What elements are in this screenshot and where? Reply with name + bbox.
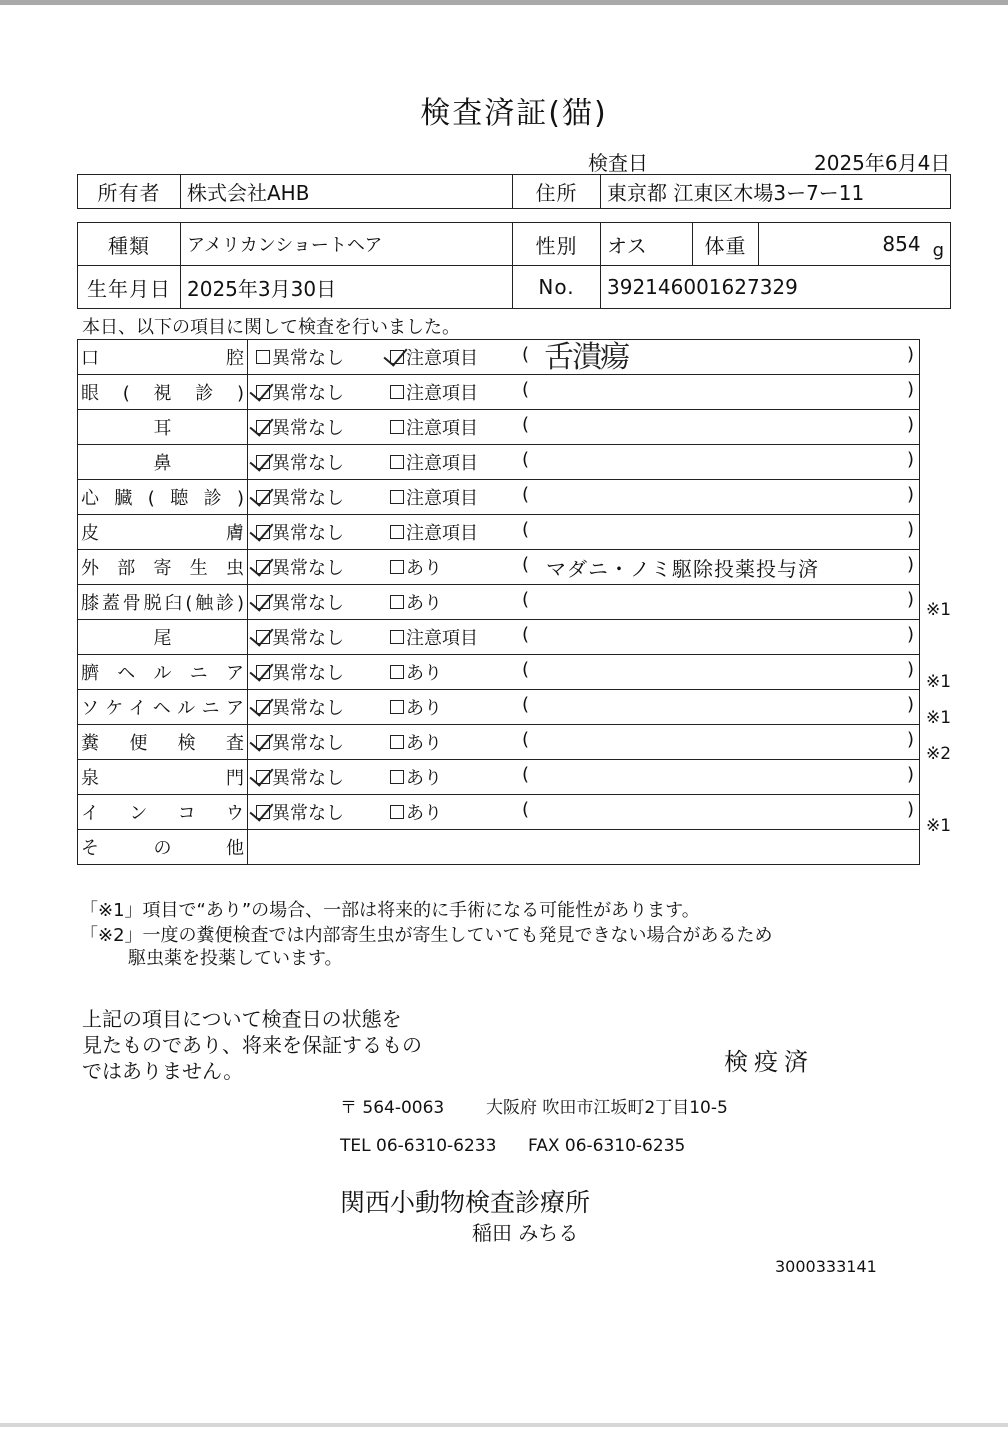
close-paren: ) xyxy=(906,379,914,400)
normal-label: 異常なし xyxy=(272,663,344,684)
checkbox-icon xyxy=(390,770,404,784)
checkbox-icon xyxy=(256,350,270,364)
open-paren: ( xyxy=(522,414,530,435)
attention-option xyxy=(390,659,442,685)
exam-item-label: 臍ヘルニア xyxy=(81,663,244,684)
normal-label: 異常なし xyxy=(272,768,344,789)
checked-box-icon xyxy=(256,735,270,749)
open-paren: ( xyxy=(522,379,530,400)
other-label: その他 xyxy=(81,838,244,859)
exam-row xyxy=(78,760,920,795)
close-paren: ) xyxy=(906,729,914,750)
disclaimer-line2: 見たものであり、将来を保証するもの xyxy=(82,1033,422,1057)
attention-label: 注意項目 xyxy=(406,418,478,439)
disclaimer-line3: ではありません。 xyxy=(82,1059,244,1083)
normal-option xyxy=(256,554,344,580)
close-paren: ) xyxy=(906,694,914,715)
close-paren: ) xyxy=(906,414,914,435)
normal-label: 異常なし xyxy=(272,733,344,754)
checkbox-icon xyxy=(390,525,404,539)
close-paren: ) xyxy=(906,344,914,365)
footnote-mark: ※1 xyxy=(926,816,952,836)
attention-label: 注意項目 xyxy=(406,348,478,369)
normal-option xyxy=(256,344,344,370)
exam-item-label: 口腔 xyxy=(81,348,244,369)
address-value: 東京都 江東区木場3ー7ー11 xyxy=(601,175,951,209)
normal-option xyxy=(256,694,344,720)
open-paren: ( xyxy=(522,764,530,785)
close-paren: ) xyxy=(906,519,914,540)
checkbox-icon xyxy=(390,700,404,714)
checked-box-icon xyxy=(256,490,270,504)
close-paren: ) xyxy=(906,589,914,610)
footnote-2-line1: 「※2」一度の糞便検査では内部寄生虫が寄生していても発見できない場合があるため xyxy=(80,925,773,946)
checkbox-icon xyxy=(390,420,404,434)
exam-item-result-cell xyxy=(248,585,920,620)
checked-box-icon xyxy=(256,770,270,784)
open-paren: ( xyxy=(522,694,530,715)
breed-value: アメリカンショートヘア xyxy=(181,223,513,266)
exam-row xyxy=(78,340,920,375)
scan-bottom-edge xyxy=(0,1423,1008,1427)
exam-item-label-cell xyxy=(78,690,248,725)
checked-box-icon xyxy=(256,420,270,434)
weight-cell xyxy=(759,223,951,266)
number-value: 392146001627329 xyxy=(601,266,951,309)
normal-label: 異常なし xyxy=(272,523,344,544)
close-paren: ) xyxy=(906,484,914,505)
exam-item-label: 鼻 xyxy=(153,453,172,474)
open-paren: ( xyxy=(522,729,530,750)
normal-label: 異常なし xyxy=(272,488,344,509)
attention-option xyxy=(390,519,478,545)
exam-item-label: 泉門 xyxy=(81,768,244,789)
checked-box-icon xyxy=(256,560,270,574)
checked-box-icon xyxy=(390,350,404,364)
exam-item-result-cell xyxy=(248,515,920,550)
exam-item-label-cell xyxy=(78,550,248,585)
exam-item-label: ソケイヘルニア xyxy=(81,698,244,719)
exam-row xyxy=(78,410,920,445)
exam-item-label-cell xyxy=(78,410,248,445)
exam-item-label-cell xyxy=(78,375,248,410)
normal-option xyxy=(256,414,344,440)
inspection-stamp: 検疫済 xyxy=(724,1048,814,1076)
open-paren: ( xyxy=(522,519,530,540)
exam-item-label-cell xyxy=(78,725,248,760)
exam-row xyxy=(78,585,920,620)
normal-option xyxy=(256,624,344,650)
attention-option xyxy=(390,414,478,440)
exam-item-result-cell xyxy=(248,690,920,725)
exam-item-label-cell xyxy=(78,515,248,550)
weight-label: 体重 xyxy=(693,223,759,266)
attention-option xyxy=(390,729,442,755)
checkbox-icon xyxy=(390,490,404,504)
exam-item-label: 皮膚 xyxy=(81,523,244,544)
clinic-tel: TEL 06-6310-6233 xyxy=(340,1136,497,1156)
close-paren: ) xyxy=(906,764,914,785)
checked-box-icon xyxy=(256,665,270,679)
checked-box-icon xyxy=(256,595,270,609)
exam-item-label: 糞便検査 xyxy=(81,733,244,754)
clinic-person: 稲田 みちる xyxy=(472,1221,579,1245)
attention-label: 注意項目 xyxy=(406,383,478,404)
birth-label: 生年月日 xyxy=(78,266,181,309)
open-paren: ( xyxy=(522,344,530,365)
number-label: No. xyxy=(513,266,601,309)
other-label-cell xyxy=(78,830,248,865)
exam-row xyxy=(78,445,920,480)
disclaimer-line1: 上記の項目について検査日の状態を xyxy=(82,1007,402,1031)
exam-row xyxy=(78,375,920,410)
normal-option xyxy=(256,484,344,510)
clinic-address: 大阪府 吹田市江坂町2丁目10-5 xyxy=(486,1098,728,1118)
exam-item-label-cell xyxy=(78,760,248,795)
attention-option xyxy=(390,764,442,790)
checkbox-icon xyxy=(390,560,404,574)
exam-item-result-cell xyxy=(248,340,920,375)
open-paren: ( xyxy=(522,589,530,610)
open-paren: ( xyxy=(522,799,530,820)
exam-row xyxy=(78,725,920,760)
attention-option xyxy=(390,799,442,825)
open-paren: ( xyxy=(522,554,530,575)
attention-option xyxy=(390,484,478,510)
serial-number: 3000333141 xyxy=(775,1257,877,1276)
footnote-mark: ※1 xyxy=(926,600,952,620)
attention-label: あり xyxy=(406,768,442,789)
exam-row xyxy=(78,655,920,690)
normal-option xyxy=(256,729,344,755)
exam-item-label-cell xyxy=(78,585,248,620)
normal-option xyxy=(256,379,344,405)
checkbox-icon xyxy=(390,630,404,644)
checkbox-icon xyxy=(390,805,404,819)
open-paren: ( xyxy=(522,484,530,505)
checked-box-icon xyxy=(256,455,270,469)
attention-label: 注意項目 xyxy=(406,488,478,509)
close-paren: ) xyxy=(906,659,914,680)
breed-label: 種類 xyxy=(78,223,181,266)
exam-row xyxy=(78,550,920,585)
sex-value: オス xyxy=(601,223,693,266)
attention-option xyxy=(390,344,478,370)
exam-item-label-cell xyxy=(78,480,248,515)
checkbox-icon xyxy=(390,595,404,609)
normal-option xyxy=(256,589,344,615)
exam-item-result-cell xyxy=(248,725,920,760)
footnote-mark: ※1 xyxy=(926,672,952,692)
attention-label: 注意項目 xyxy=(406,523,478,544)
checkbox-icon xyxy=(390,665,404,679)
exam-item-result-cell xyxy=(248,445,920,480)
exam-note: マダニ・ノミ駆除投薬投与済 xyxy=(546,557,819,581)
exam-item-label: 尾 xyxy=(153,628,172,649)
open-paren: ( xyxy=(522,449,530,470)
exam-row xyxy=(78,795,920,830)
exam-row xyxy=(78,515,920,550)
checkbox-icon xyxy=(390,735,404,749)
weight-value: 854 xyxy=(882,232,921,256)
exam-item-result-cell xyxy=(248,620,920,655)
animal-table xyxy=(77,222,951,309)
attention-option xyxy=(390,449,478,475)
sex-label: 性別 xyxy=(513,223,601,266)
exam-table xyxy=(77,339,920,865)
checked-box-icon xyxy=(256,385,270,399)
intro-text: 本日、以下の項目に関して検査を行いました。 xyxy=(82,317,460,338)
clinic-name: 関西小動物検査診療所 xyxy=(340,1188,591,1217)
exam-item-result-cell xyxy=(248,550,920,585)
normal-label: 異常なし xyxy=(272,383,344,404)
attention-option xyxy=(390,624,478,650)
attention-label: あり xyxy=(406,698,442,719)
checked-box-icon xyxy=(256,700,270,714)
close-paren: ) xyxy=(906,449,914,470)
owner-table xyxy=(77,174,951,209)
normal-label: 異常なし xyxy=(272,698,344,719)
scan-top-edge xyxy=(0,0,1008,5)
attention-option xyxy=(390,694,442,720)
normal-option xyxy=(256,659,344,685)
normal-label: 異常なし xyxy=(272,418,344,439)
exam-row xyxy=(78,690,920,725)
close-paren: ) xyxy=(906,799,914,820)
checked-box-icon xyxy=(256,525,270,539)
open-paren: ( xyxy=(522,659,530,680)
exam-item-result-cell xyxy=(248,655,920,690)
attention-label: 注意項目 xyxy=(406,628,478,649)
weight-unit: g xyxy=(932,240,944,261)
exam-item-label-cell xyxy=(78,795,248,830)
exam-item-label-cell xyxy=(78,655,248,690)
normal-label: 異常なし xyxy=(272,348,344,369)
exam-item-result-cell xyxy=(248,375,920,410)
footnote-1: 「※1」項目で“あり”の場合、一部は将来的に手術になる可能性があります。 xyxy=(80,900,700,921)
exam-item-label-cell xyxy=(78,445,248,480)
normal-label: 異常なし xyxy=(272,803,344,824)
birth-value: 2025年3月30日 xyxy=(181,266,513,309)
address-label: 住所 xyxy=(513,175,601,209)
exam-item-label: 耳 xyxy=(153,418,172,439)
checked-box-icon xyxy=(256,630,270,644)
footnote-mark: ※1 xyxy=(926,708,952,728)
attention-label: あり xyxy=(406,733,442,754)
exam-item-result-cell xyxy=(248,760,920,795)
postal-code: 〒 564-0063 xyxy=(340,1098,445,1118)
attention-option xyxy=(390,554,442,580)
exam-row xyxy=(78,480,920,515)
normal-label: 異常なし xyxy=(272,628,344,649)
attention-label: 注意項目 xyxy=(406,453,478,474)
attention-label: あり xyxy=(406,803,442,824)
attention-label: あり xyxy=(406,663,442,684)
normal-option xyxy=(256,764,344,790)
attention-label: あり xyxy=(406,593,442,614)
checkbox-icon xyxy=(390,455,404,469)
exam-item-label: 心臓(聴診) xyxy=(81,488,244,509)
exam-item-result-cell xyxy=(248,795,920,830)
normal-label: 異常なし xyxy=(272,593,344,614)
document-title: 検査済証(猫) xyxy=(420,96,608,131)
exam-item-label-cell xyxy=(78,620,248,655)
footnote-mark: ※2 xyxy=(926,744,952,764)
owner-label: 所有者 xyxy=(78,175,181,209)
handwritten-note: 舌潰瘍 xyxy=(544,340,628,375)
exam-item-label: 眼(視診) xyxy=(81,383,244,404)
exam-item-result-cell xyxy=(248,410,920,445)
attention-option xyxy=(390,379,478,405)
exam-date-value: 2025年6月4日 xyxy=(814,151,951,175)
normal-label: 異常なし xyxy=(272,558,344,579)
normal-option xyxy=(256,449,344,475)
exam-item-label: 外部寄生虫 xyxy=(81,558,244,579)
clinic-fax: FAX 06-6310-6235 xyxy=(528,1136,686,1156)
exam-row xyxy=(78,620,920,655)
exam-date-label: 検査日 xyxy=(588,151,648,175)
close-paren: ) xyxy=(906,554,914,575)
exam-item-label-cell xyxy=(78,340,248,375)
close-paren: ) xyxy=(906,624,914,645)
attention-option xyxy=(390,589,442,615)
other-value xyxy=(248,830,920,865)
checkbox-icon xyxy=(390,385,404,399)
normal-option xyxy=(256,799,344,825)
footnote-2-line2: 駆虫薬を投薬しています。 xyxy=(128,948,343,969)
checked-box-icon xyxy=(256,805,270,819)
exam-item-label: 膝蓋骨脱臼(触診) xyxy=(81,593,244,614)
normal-label: 異常なし xyxy=(272,453,344,474)
open-paren: ( xyxy=(522,624,530,645)
exam-item-result-cell xyxy=(248,480,920,515)
attention-label: あり xyxy=(406,558,442,579)
normal-option xyxy=(256,519,344,545)
exam-item-label: インコウ xyxy=(81,803,244,824)
owner-value: 株式会社AHB xyxy=(181,175,513,209)
